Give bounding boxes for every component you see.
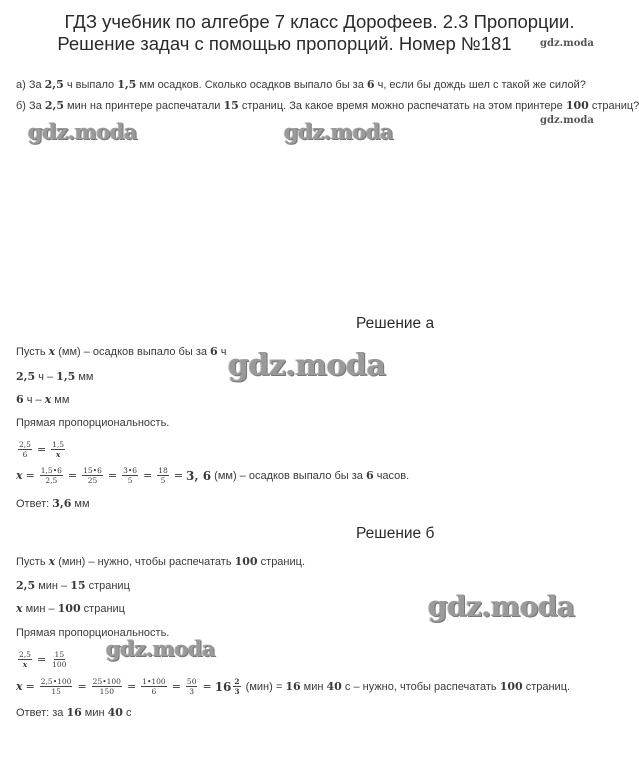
watermark: gdz.moda (228, 348, 386, 383)
watermark: gdz.moda (28, 119, 138, 144)
watermark: gdz.moda (284, 119, 394, 144)
task-a: а) За 2,5 ч выпало 1,5 мм осадков. Сколько осадков выпало бы за 6 ч, если бы дождь шел с такой же силой? (16, 78, 586, 91)
solution-a-calc: x = $\frac{1,5•6}{2,5}$ = $\frac{15•6}{25}$ = $\frac{3•6}{5}$ = $\frac{18}{5}$ = 3, 6 (мм) – осадков выпало бы за 6 часов. (16, 466, 410, 485)
watermark: gdz.moda (106, 636, 216, 661)
solution-b-row1: 2,5 мин – 15 страниц (16, 579, 130, 592)
solution-a-row2: 6 ч – x мм (16, 393, 70, 406)
solution-b-proportion: $\frac{2,5}{x}$ = $\frac{15}{100}$ (19, 650, 67, 669)
solution-a-heading: Решение а (356, 315, 435, 332)
watermark: gdz.moda (540, 115, 594, 126)
solution-a-let: Пусть x (мм) – осадков выпало бы за 6 ч (16, 345, 227, 358)
title-line-2: Решение задач с помощью пропорций. Номер №181 (57, 33, 512, 54)
solution-b-answer: Ответ: за 16 мин 40 с (16, 706, 132, 719)
solution-b-row2: x мин – 100 страниц (16, 602, 125, 615)
solution-b-heading: Решение б (356, 525, 435, 542)
watermark: gdz.moda (428, 590, 575, 623)
solution-b-relation: Прямая пропорциональность. (16, 627, 170, 639)
watermark: gdz.moda (540, 38, 594, 49)
solution-a-relation: Прямая пропорциональность. (16, 417, 170, 429)
solution-a-row1: 2,5 ч – 1,5 мм (16, 370, 94, 383)
solution-b-calc: x = $\frac{2,5•100}{15}$ = $\frac{25•100}{150}$ = $\frac{1•100}{6}$ = $\frac{50}{3}$ = 16 $\frac{2}{3}$ (мин) = 16 мин 40 с – нужно, чтобы распечатать 100 страниц. (16, 677, 571, 696)
mixed-number: 16 $\frac{2}{3}$ (214, 677, 240, 696)
task-b: б) За 2,5 мин на принтере распечатали 15 страниц. За какое время можно распечатать на этом принтере 100 страниц? (16, 99, 639, 112)
title-line-1: ГДЗ учебник по алгебре 7 класс Дорофеев. 2.3 Пропорции. (64, 11, 575, 32)
solution-a-proportion: $\frac{2,5}{6}$ = $\frac{1,5}{x}$ (19, 440, 65, 459)
solution-a-answer: Ответ: 3,6 мм (16, 497, 90, 510)
solution-b-let: Пусть x (мин) – нужно, чтобы распечатать 100 страниц. (16, 555, 305, 568)
